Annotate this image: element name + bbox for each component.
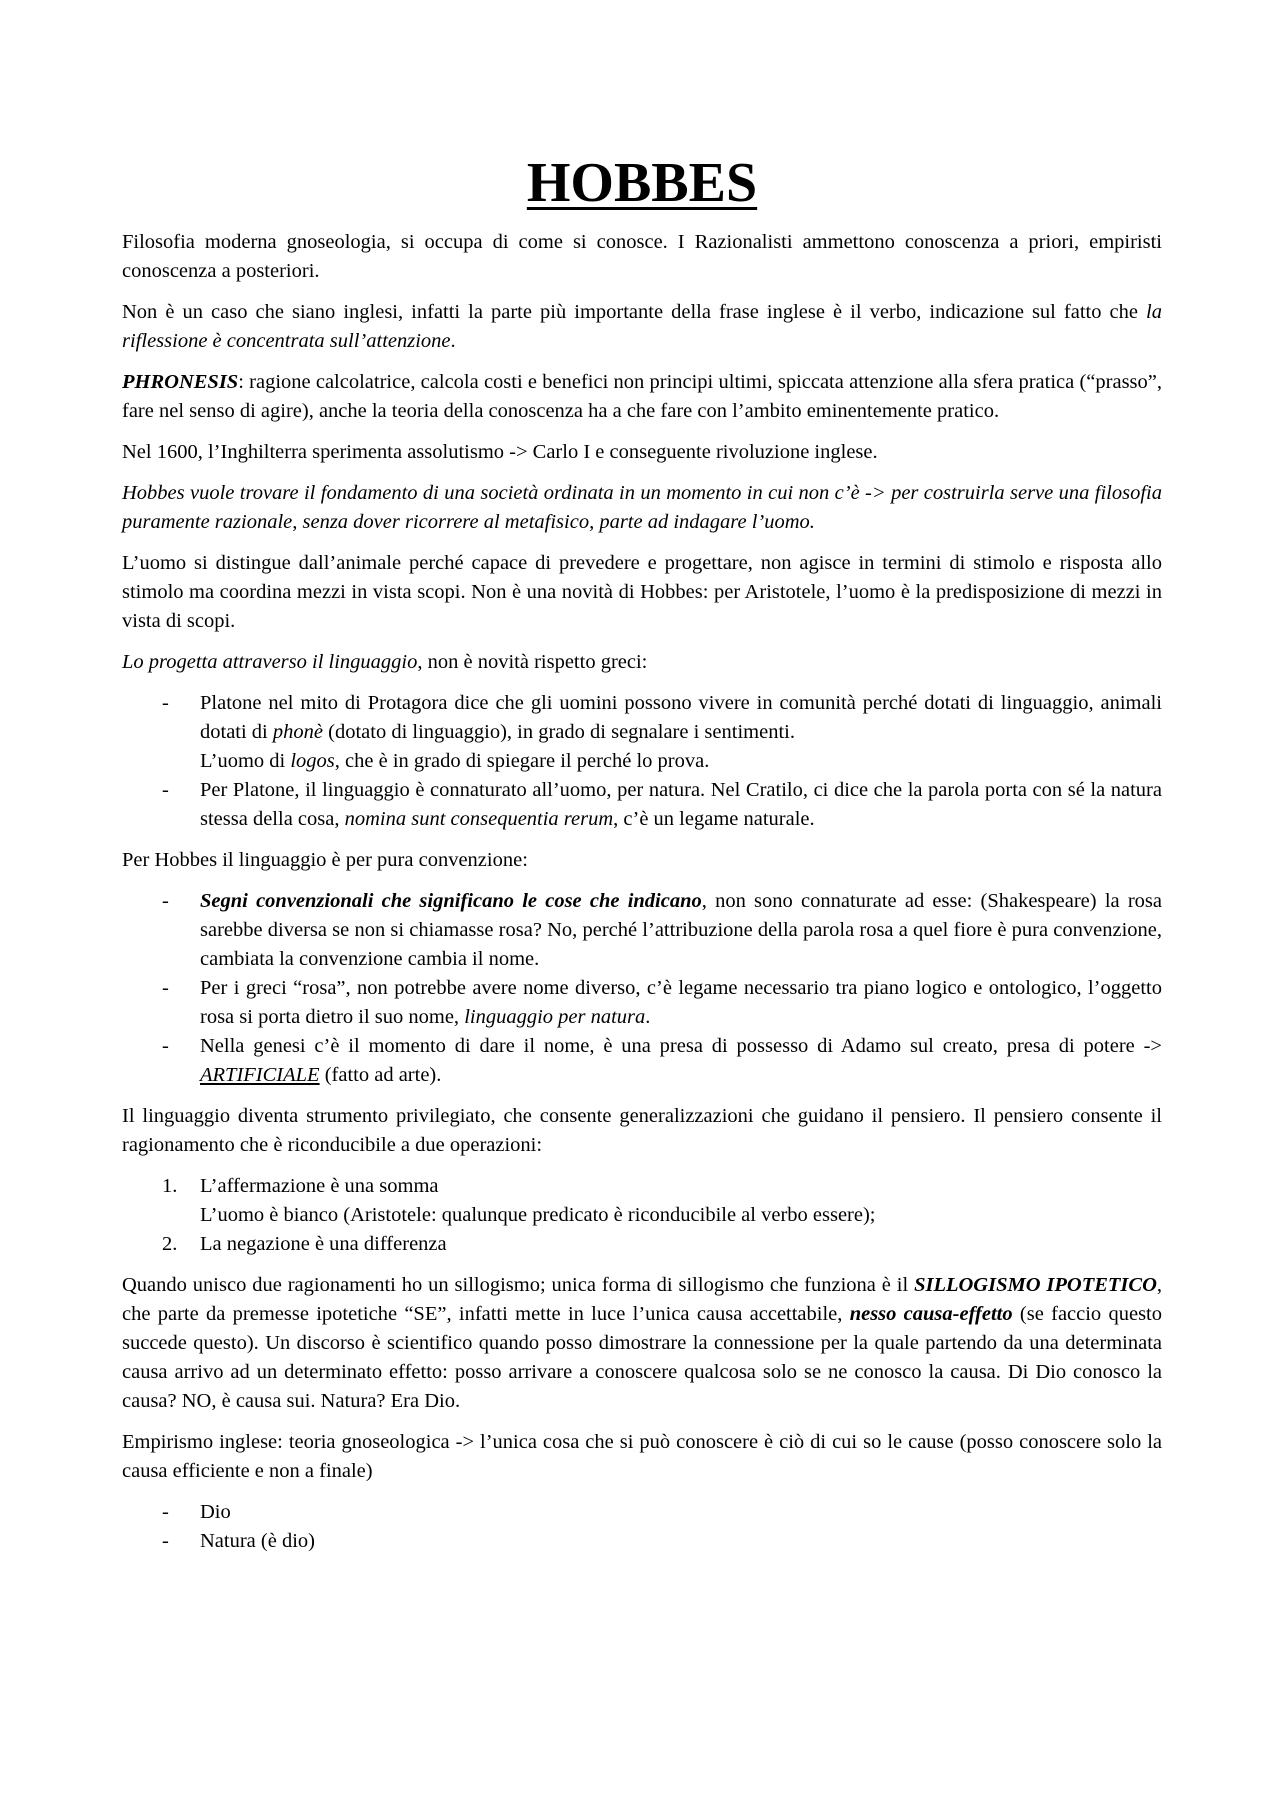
list-marker: - bbox=[162, 890, 169, 912]
list-item: - Nella genesi c’è il momento di dare il nome, è una presa di possesso di Adamo sul creato, presa di potere -> ARTIFICIALE (fatto ad arte). bbox=[122, 1032, 1162, 1090]
list-item: - Dio bbox=[122, 1498, 1162, 1527]
paragraph-phronesis: PHRONESIS: ragione calcolatrice, calcola costi e benefici non principi ultimi, spiccata attenzione alla sfera pratica (“prasso”, fare nel senso di agire), anche la teoria della conoscenza ha a che fare con l’ambito eminentemente pratico. bbox=[122, 371, 1162, 422]
list-marker: - bbox=[162, 977, 169, 999]
paragraph-strumento: Il linguaggio diventa strumento privilegiato, che consente generalizzazioni che guidano il pensiero. Il pensiero consente il ragionamento che è riconducibile a due operazioni: bbox=[122, 1105, 1162, 1156]
list-marker: - bbox=[162, 1035, 169, 1057]
list-marker: - bbox=[162, 692, 169, 714]
list-item: - Segni convenzionali che significano le cose che indicano, non sono connaturate ad esse: (Shakespeare) la rosa sarebbe diversa se non si chiamasse rosa? No, perché l’attribuzione della parola rosa a quel fiore è pura convenzione, cambiata la convenzione cambia il nome. bbox=[122, 887, 1162, 974]
list-item: 1. L’affermazione è una somma L’uomo è bianco (Aristotele: qualunque predicato è riconducibile al verbo essere); bbox=[122, 1172, 1162, 1230]
paragraph-gnoseologia: Filosofia moderna gnoseologia, si occupa di come si conosce. I Razionalisti ammettono conoscenza a priori, empiristi conoscenza a posteriori. bbox=[122, 231, 1162, 282]
list-item: - Per Platone, il linguaggio è connaturato all’uomo, per natura. Nel Cratilo, ci dice che la parola porta con sé la natura stessa della cosa, nomina sunt consequentia rerum, c’è un legame naturale. bbox=[122, 776, 1162, 834]
list-item: - Platone nel mito di Protagora dice che gli uomini possono vivere in comunità perché dotati di linguaggio, animali dotati di phonè (dotato di linguaggio), in grado di segnalare i sentimenti. L’uomo di logos, che è in grado di spiegare il perché lo prova. bbox=[122, 689, 1162, 776]
list-greci bbox=[122, 689, 1162, 834]
list-marker: - bbox=[162, 1530, 169, 1552]
paragraph-linguaggio: Lo progetta attraverso il linguaggio, non è novità rispetto greci: bbox=[122, 651, 648, 673]
list-marker: - bbox=[162, 779, 169, 801]
list-number: 2. bbox=[162, 1233, 178, 1255]
paragraph-sillogismo: Quando unisco due ragionamenti ho un sillogismo; unica forma di sillogismo che funziona è il SILLOGISMO IPOTETICO, che parte da premesse ipotetiche “SE”, infatti mette in luce l’unica causa accettabile, nesso causa-effetto (se faccio questo succede questo). Un discorso è scientifico quando posso dimostrare la connessione per la quale partendo da una determinata causa arrivo ad un determinato effetto: posso arrivare a conoscere qualcosa solo se ne conosco la causa. Di Dio conosco la causa? NO, è causa sui. Natura? Era Dio. bbox=[122, 1274, 1163, 1412]
paragraph-convenzione: Per Hobbes il linguaggio è per pura convenzione: bbox=[122, 849, 528, 871]
list-operazioni bbox=[122, 1172, 1162, 1259]
list-number: 1. bbox=[162, 1175, 178, 1197]
list-item: 2. La negazione è una differenza bbox=[122, 1230, 1162, 1259]
list-item: - Natura (è dio) bbox=[122, 1527, 1162, 1556]
list-item: - Per i greci “rosa”, non potrebbe avere nome diverso, c’è legame necessario tra piano logico e ontologico, l’oggetto rosa si porta dietro il suo nome, linguaggio per natura. bbox=[122, 974, 1162, 1032]
paragraph-inglesi: Non è un caso che siano inglesi, infatti la parte più importante della frase inglese è il verbo, indicazione sul fatto che la riflessione è concentrata sull’attenzione. bbox=[122, 301, 1162, 352]
list-dio-natura bbox=[122, 1498, 1162, 1556]
paragraph-empirismo: Empirismo inglese: teoria gnoseologica -> l’unica cosa che si può conoscere è ciò di cui so le cause (posso conoscere solo la causa efficiente e non a finale) bbox=[122, 1431, 1162, 1482]
paragraph-1600: Nel 1600, l’Inghilterra sperimenta assolutismo -> Carlo I e conseguente rivoluzione inglese. bbox=[122, 441, 878, 463]
term-phronesis: PHRONESIS bbox=[122, 371, 239, 393]
list-convenzione bbox=[122, 887, 1162, 1090]
page-title: HOBBES bbox=[526, 152, 758, 214]
list-marker: - bbox=[162, 1501, 169, 1523]
paragraph-uomo-animale: L’uomo si distingue dall’animale perché capace di prevedere e progettare, non agisce in termini di stimolo e risposta allo stimolo ma coordina mezzi in vista scopi. Non è una novità di Hobbes: per Aristotele, l’uomo è la predisposizione di mezzi in vista di scopi. bbox=[122, 552, 1162, 632]
paragraph-fondamento: Hobbes vuole trovare il fondamento di una società ordinata in un momento in cui non c’è -> per costruirla serve una filosofia puramente razionale, senza dover ricorrere al metafisico, parte ad indagare l’uomo. bbox=[122, 482, 1162, 533]
